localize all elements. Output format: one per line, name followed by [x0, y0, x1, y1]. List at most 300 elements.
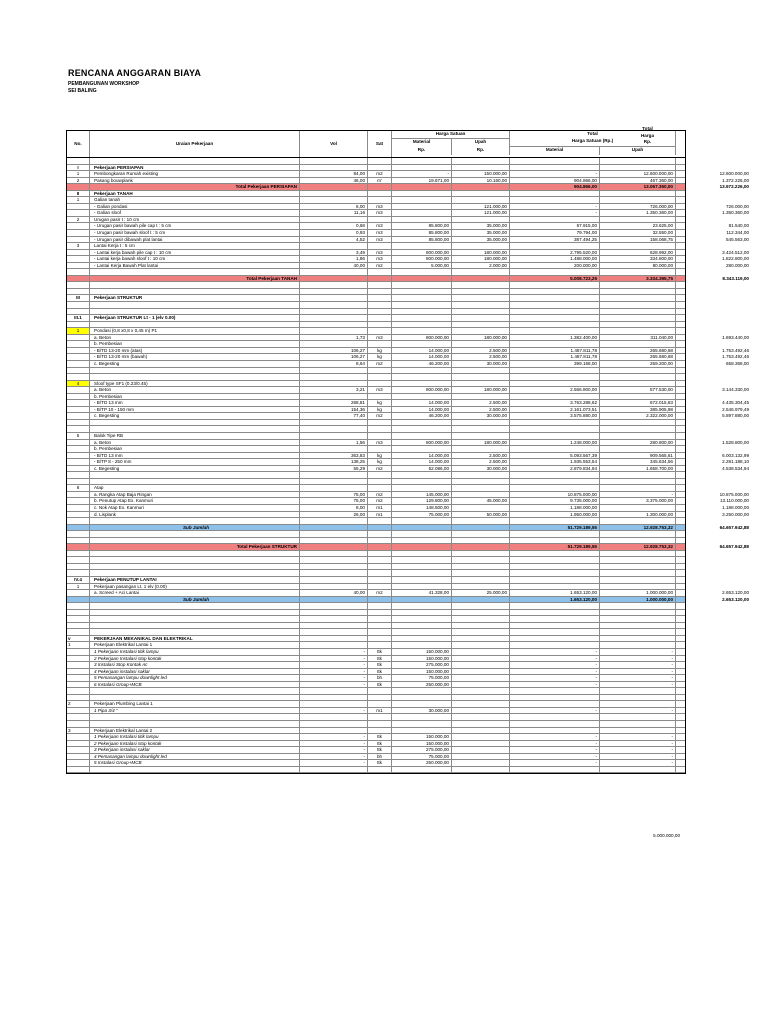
total-material: 3.763.288,62: [510, 400, 600, 406]
item-description: Pekerjaan Elektrikal Lantai 1: [90, 642, 300, 648]
total-price: [676, 623, 753, 629]
item-unit: m1: [368, 708, 392, 714]
item-no: [67, 649, 90, 655]
unit-price-material: [392, 584, 452, 590]
total-material: [510, 191, 600, 197]
item-no: [67, 210, 90, 216]
unit-price-labor: [452, 682, 510, 688]
item-description: Balok Tipe RB: [90, 433, 300, 439]
item-no: [67, 237, 90, 243]
total-material: 51.729.189,55: [510, 544, 600, 550]
item-unit: kg: [368, 407, 392, 413]
item-description: c. Begesting: [90, 466, 300, 472]
unit-price-material: [392, 642, 452, 648]
item-description: - B/TD 13-20 mm (atas): [90, 348, 300, 354]
item-volume: -: [300, 669, 368, 675]
item-volume: 154,36: [300, 407, 368, 413]
total-labor: [600, 381, 676, 387]
item-no: [67, 374, 90, 380]
total-price: [676, 682, 753, 688]
total-labor: [600, 518, 676, 524]
item-description: Pekerjaan pasangan Lt. 1 elv (0.00): [90, 584, 300, 590]
item-no: [67, 446, 90, 452]
item-unit: m2: [368, 492, 392, 498]
unit-price-labor: [452, 374, 510, 380]
unit-price-labor: 2.500,00: [452, 354, 510, 360]
item-unit: ttk: [368, 747, 392, 753]
unit-price-material: [392, 309, 452, 315]
item-unit: kg: [368, 400, 392, 406]
unit-price-material: [392, 538, 452, 544]
unit-price-labor: [452, 525, 510, 531]
item-no: [67, 603, 90, 609]
item-unit: bh: [368, 675, 392, 681]
total-material: 79.794,00: [510, 230, 600, 236]
item-no: [67, 184, 90, 190]
item-volume: [300, 368, 368, 374]
unit-price-material: 275.000,00: [392, 747, 452, 753]
total-price: [676, 538, 753, 544]
total-price: 64.657.942,88: [719, 544, 749, 550]
item-unit: ttk: [368, 662, 392, 668]
total-material: -: [510, 649, 600, 655]
item-volume: [300, 315, 368, 321]
item-no: [67, 230, 90, 236]
unit-price-material: [392, 328, 452, 334]
item-no: 2: [67, 701, 90, 707]
total-price: 12.600.000,00: [719, 171, 749, 177]
item-volume: [300, 295, 368, 301]
item-volume: [300, 570, 368, 576]
item-description: [90, 564, 300, 570]
total-material: [510, 394, 600, 400]
unit-price-material: [392, 688, 452, 694]
item-volume: [300, 426, 368, 432]
unit-price-material: [392, 191, 452, 197]
total-material: [510, 701, 600, 707]
item-description: Sub Jumlah: [90, 525, 300, 531]
item-description: a. Beton: [90, 335, 300, 341]
item-unit: [368, 538, 392, 544]
item-unit: [368, 472, 392, 478]
item-volume: [300, 289, 368, 295]
unit-price-labor: [452, 217, 510, 223]
total-price: 545.563,00: [726, 236, 749, 242]
item-volume: [300, 518, 368, 524]
unit-price-labor: [452, 669, 510, 675]
item-volume: -: [300, 754, 368, 760]
unit-price-material: [392, 544, 452, 550]
total-labor: 909.565,61: [600, 453, 676, 459]
unit-price-labor: 25.000,00: [452, 590, 510, 596]
item-no: [67, 616, 90, 622]
item-unit: kg: [368, 348, 392, 354]
unit-price-material: [392, 525, 452, 531]
item-unit: [368, 322, 392, 328]
item-description: 2 Pekerjaan Instalasi stop kontak: [90, 656, 300, 662]
unit-price-material: [392, 165, 452, 171]
item-unit: [368, 341, 392, 347]
item-volume: 106,27: [300, 354, 368, 360]
total-price: [676, 721, 753, 727]
item-no: [67, 741, 90, 747]
item-description: [90, 714, 300, 720]
item-no: [67, 354, 90, 360]
item-unit: m3: [368, 335, 392, 341]
item-unit: [368, 531, 392, 537]
item-description: - B/TD 13 mm: [90, 400, 300, 406]
total-material: [510, 714, 600, 720]
total-material: 5.008.723,25: [510, 276, 600, 282]
item-unit: [368, 276, 392, 282]
item-volume: 6,00: [300, 204, 368, 210]
total-labor: [600, 472, 676, 478]
item-no: [67, 512, 90, 518]
item-no: [67, 538, 90, 544]
total-material: [510, 688, 600, 694]
total-price: 112.344,00: [726, 230, 749, 236]
total-price: [676, 747, 753, 753]
total-material: [510, 322, 600, 328]
unit-price-labor: [452, 538, 510, 544]
item-description: [90, 538, 300, 544]
item-no: [67, 348, 90, 354]
total-material: [510, 446, 600, 452]
item-description: [90, 368, 300, 374]
unit-price-labor: 2.500,00: [452, 348, 510, 354]
unit-price-material: 150.000,00: [392, 656, 452, 662]
unit-price-labor: [452, 564, 510, 570]
total-price: 8.343.119,00: [722, 275, 749, 281]
item-no: [67, 440, 90, 446]
unit-price-material: 800.000,00: [392, 440, 452, 446]
total-material: [510, 728, 600, 734]
table-header: [67, 131, 685, 158]
item-unit: bh: [368, 754, 392, 760]
total-material: [510, 603, 600, 609]
item-volume: [300, 616, 368, 622]
item-no: [67, 361, 90, 367]
total-material: [510, 420, 600, 426]
item-no: [67, 714, 90, 720]
total-material: 10.875.000,00: [510, 492, 600, 498]
total-labor: [600, 420, 676, 426]
item-description: - Lantai kerja bawah sloof t : 10 cm: [90, 256, 300, 262]
unit-price-material: [392, 714, 452, 720]
item-unit: [368, 603, 392, 609]
total-labor: [600, 191, 676, 197]
total-price: [676, 662, 753, 668]
unit-price-labor: [452, 381, 510, 387]
unit-price-labor: [452, 315, 510, 321]
item-description: Pekerjaan STRUKTUR: [90, 295, 300, 301]
total-material: [510, 610, 600, 616]
total-price: 1.753.492,46: [722, 347, 749, 353]
unit-price-material: [392, 531, 452, 537]
unit-price-material: 14.000,00: [392, 348, 452, 354]
unit-price-material: [392, 518, 452, 524]
total-labor: [600, 721, 676, 727]
item-description: - B/TD 13 mm: [90, 453, 300, 459]
item-unit: [368, 701, 392, 707]
total-material: -: [510, 754, 600, 760]
item-description: a. Beton: [90, 387, 300, 393]
total-labor: 311.040,00: [600, 335, 676, 341]
unit-price-labor: [452, 557, 510, 563]
item-volume: -: [300, 656, 368, 662]
item-volume: [300, 446, 368, 452]
item-no: [67, 250, 90, 256]
total-labor: [600, 302, 676, 308]
total-labor: [600, 328, 676, 334]
total-material: [510, 374, 600, 380]
item-volume: 1,73: [300, 335, 368, 341]
unit-price-material: 30.000,00: [392, 708, 452, 714]
total-labor: 265.680,68: [600, 354, 676, 360]
item-description: b. Penutup Atap Ex. Kanmuri: [90, 498, 300, 504]
item-volume: [300, 282, 368, 288]
item-no: [67, 760, 90, 766]
unit-price-labor: [452, 479, 510, 485]
item-unit: kg: [368, 459, 392, 465]
item-description: Pekerjaan STRUKTUR Lt - 1 (elv 0.00): [90, 315, 300, 321]
total-price: [676, 610, 753, 616]
item-no: I: [67, 165, 90, 171]
item-unit: [368, 158, 392, 164]
item-description: c. Nok Atap Ex. Kanmuri: [90, 505, 300, 511]
total-price: 2.546.979,49: [722, 406, 749, 412]
unit-price-material: [392, 381, 452, 387]
total-material: [510, 315, 600, 321]
unit-price-labor: [452, 570, 510, 576]
total-material: 2.161.073,51: [510, 407, 600, 413]
total-labor: 3.334.395,75: [600, 276, 676, 282]
unit-price-labor: [452, 322, 510, 328]
item-volume: 40,00: [300, 263, 368, 269]
total-material: -: [510, 656, 600, 662]
total-price: 81.540,00: [728, 223, 749, 229]
total-price: [676, 584, 753, 590]
item-no: [67, 472, 90, 478]
unit-price-material: [392, 767, 452, 773]
item-unit: m1: [368, 512, 392, 518]
total-labor: 385.905,98: [600, 407, 676, 413]
total-labor: 12.600.000,00: [600, 171, 676, 177]
unit-price-labor: 121.000,00: [452, 210, 510, 216]
item-volume: [300, 394, 368, 400]
total-price: [676, 531, 753, 537]
item-volume: [300, 485, 368, 491]
total-material: [510, 197, 600, 203]
item-volume: [300, 767, 368, 773]
total-material: 904.866,00: [510, 184, 600, 190]
unit-price-material: [392, 597, 452, 603]
item-volume: -: [300, 675, 368, 681]
total-labor: -: [600, 734, 676, 740]
item-description: Pekerjaan Elektrikal Lantai 2: [90, 728, 300, 734]
item-description: - Urugan pasir dibawah plat lantai: [90, 237, 300, 243]
total-material: [510, 479, 600, 485]
item-no: [67, 394, 90, 400]
total-material: [510, 472, 600, 478]
unit-price-labor: 45.000,00: [452, 498, 510, 504]
item-unit: ttk: [368, 682, 392, 688]
unit-price-labor: [452, 269, 510, 275]
total-labor: -: [600, 741, 676, 747]
total-labor: [600, 394, 676, 400]
unit-price-material: 75.000,00: [392, 675, 452, 681]
item-unit: m2: [368, 466, 392, 472]
item-unit: [368, 721, 392, 727]
total-labor: -: [600, 682, 676, 688]
item-no: [67, 479, 90, 485]
total-material: [510, 485, 600, 491]
item-volume: 4,52: [300, 237, 368, 243]
unit-price-material: 800.000,00: [392, 335, 452, 341]
unit-price-material: [392, 695, 452, 701]
total-price: 2.653.120,00: [722, 596, 749, 602]
item-volume: 75,00: [300, 492, 368, 498]
total-material: -: [510, 662, 600, 668]
project-name: PEMBANGUNAN WORKSHOP: [68, 81, 140, 87]
unit-price-material: [392, 269, 452, 275]
unit-price-labor: [452, 158, 510, 164]
total-price: [676, 603, 753, 609]
item-description: a. Screed + Aci Lantai: [90, 590, 300, 596]
item-unit: [368, 564, 392, 570]
total-price: [676, 616, 753, 622]
item-volume: 11,16: [300, 210, 368, 216]
item-unit: [368, 302, 392, 308]
total-labor: 13.067.360,00: [600, 184, 676, 190]
total-price: [676, 217, 753, 223]
unit-price-material: [392, 721, 452, 727]
unit-price-material: 150.000,00: [392, 741, 452, 747]
item-description: 1 Pekerjaan Instalasi titik lampu: [90, 649, 300, 655]
total-labor: [600, 728, 676, 734]
total-price: [676, 741, 753, 747]
item-description: Total Pekerjaan TANAH: [90, 276, 300, 282]
header-harga-satuan: Harga Satuan: [392, 131, 510, 138]
total-price: [676, 374, 753, 380]
item-volume: [300, 551, 368, 557]
total-labor: -: [600, 754, 676, 760]
total-material: [510, 721, 600, 727]
item-unit: [368, 688, 392, 694]
total-material: 1.382.400,00: [510, 335, 600, 341]
item-description: 5 Pemasangan lampu downlight led: [90, 675, 300, 681]
item-volume: 1,86: [300, 256, 368, 262]
total-labor: 3.375.000,00: [600, 498, 676, 504]
unit-price-labor: [452, 394, 510, 400]
unit-price-material: [392, 623, 452, 629]
total-material: -: [510, 734, 600, 740]
item-volume: 40,00: [300, 590, 368, 596]
item-description: [90, 616, 300, 622]
item-volume: 3,21: [300, 387, 368, 393]
item-unit: m2: [368, 590, 392, 596]
item-unit: [368, 433, 392, 439]
item-unit: [368, 636, 392, 642]
item-unit: [368, 518, 392, 524]
item-description: 6 Instalasi Group+MCB: [90, 682, 300, 688]
total-labor: [600, 426, 676, 432]
total-price: [676, 191, 753, 197]
total-material: [510, 381, 600, 387]
item-volume: [300, 381, 368, 387]
item-unit: m3: [368, 250, 392, 256]
unit-price-material: 85.800,00: [392, 223, 452, 229]
item-unit: [368, 629, 392, 635]
item-description: [90, 570, 300, 576]
total-labor: [600, 309, 676, 315]
unit-price-labor: [452, 420, 510, 426]
total-material: 2.566.800,00: [510, 387, 600, 393]
item-no: [67, 282, 90, 288]
unit-price-labor: [452, 767, 510, 773]
item-no: 1: [67, 197, 90, 203]
item-description: [90, 158, 300, 164]
total-labor: [600, 485, 676, 491]
item-no: [67, 767, 90, 773]
total-material: 200.000,00: [510, 263, 600, 269]
item-description: a. Rangka Atap Baja Ringan: [90, 492, 300, 498]
unit-price-material: [392, 485, 452, 491]
total-labor: [600, 374, 676, 380]
item-description: 2 Pekerjaan Instalasi stop kontak: [90, 741, 300, 747]
total-labor: 158.068,75: [600, 237, 676, 243]
unit-price-labor: 180.000,00: [452, 335, 510, 341]
unit-price-material: [392, 289, 452, 295]
item-volume: 55,29: [300, 466, 368, 472]
total-harga-label-rp: Rp.: [643, 139, 652, 144]
item-volume: [300, 597, 368, 603]
item-no: [67, 341, 90, 347]
unit-price-labor: [452, 741, 510, 747]
total-material: -: [510, 747, 600, 753]
total-price: [676, 642, 753, 648]
total-labor: -: [600, 649, 676, 655]
item-volume: -: [300, 708, 368, 714]
unit-price-material: 150.000,00: [392, 669, 452, 675]
total-material: 1.935.553,54: [510, 459, 600, 465]
total-price: [676, 669, 753, 675]
total-labor: -: [600, 492, 676, 498]
unit-price-labor: [452, 243, 510, 249]
unit-price-material: [392, 701, 452, 707]
item-no: [67, 734, 90, 740]
item-description: 4 Pemasangan lampu downlight led: [90, 754, 300, 760]
total-price: [676, 368, 753, 374]
item-unit: [368, 184, 392, 190]
item-description: 3 Pekerjaan instalasi saklar: [90, 747, 300, 753]
item-unit: [368, 584, 392, 590]
total-material: 904.866,00: [510, 178, 600, 184]
item-description: [90, 629, 300, 635]
item-no: [67, 256, 90, 262]
total-labor: 259.200,00: [600, 361, 676, 367]
unit-price-labor: [452, 505, 510, 511]
total-labor: [600, 551, 676, 557]
unit-price-material: 150.000,00: [392, 734, 452, 740]
item-volume: [300, 243, 368, 249]
item-unit: [368, 420, 392, 426]
item-unit: [368, 544, 392, 550]
total-labor: 467.360,00: [600, 178, 676, 184]
item-no: [67, 623, 90, 629]
total-price: [676, 551, 753, 557]
unit-price-material: 19.671,00: [392, 178, 452, 184]
